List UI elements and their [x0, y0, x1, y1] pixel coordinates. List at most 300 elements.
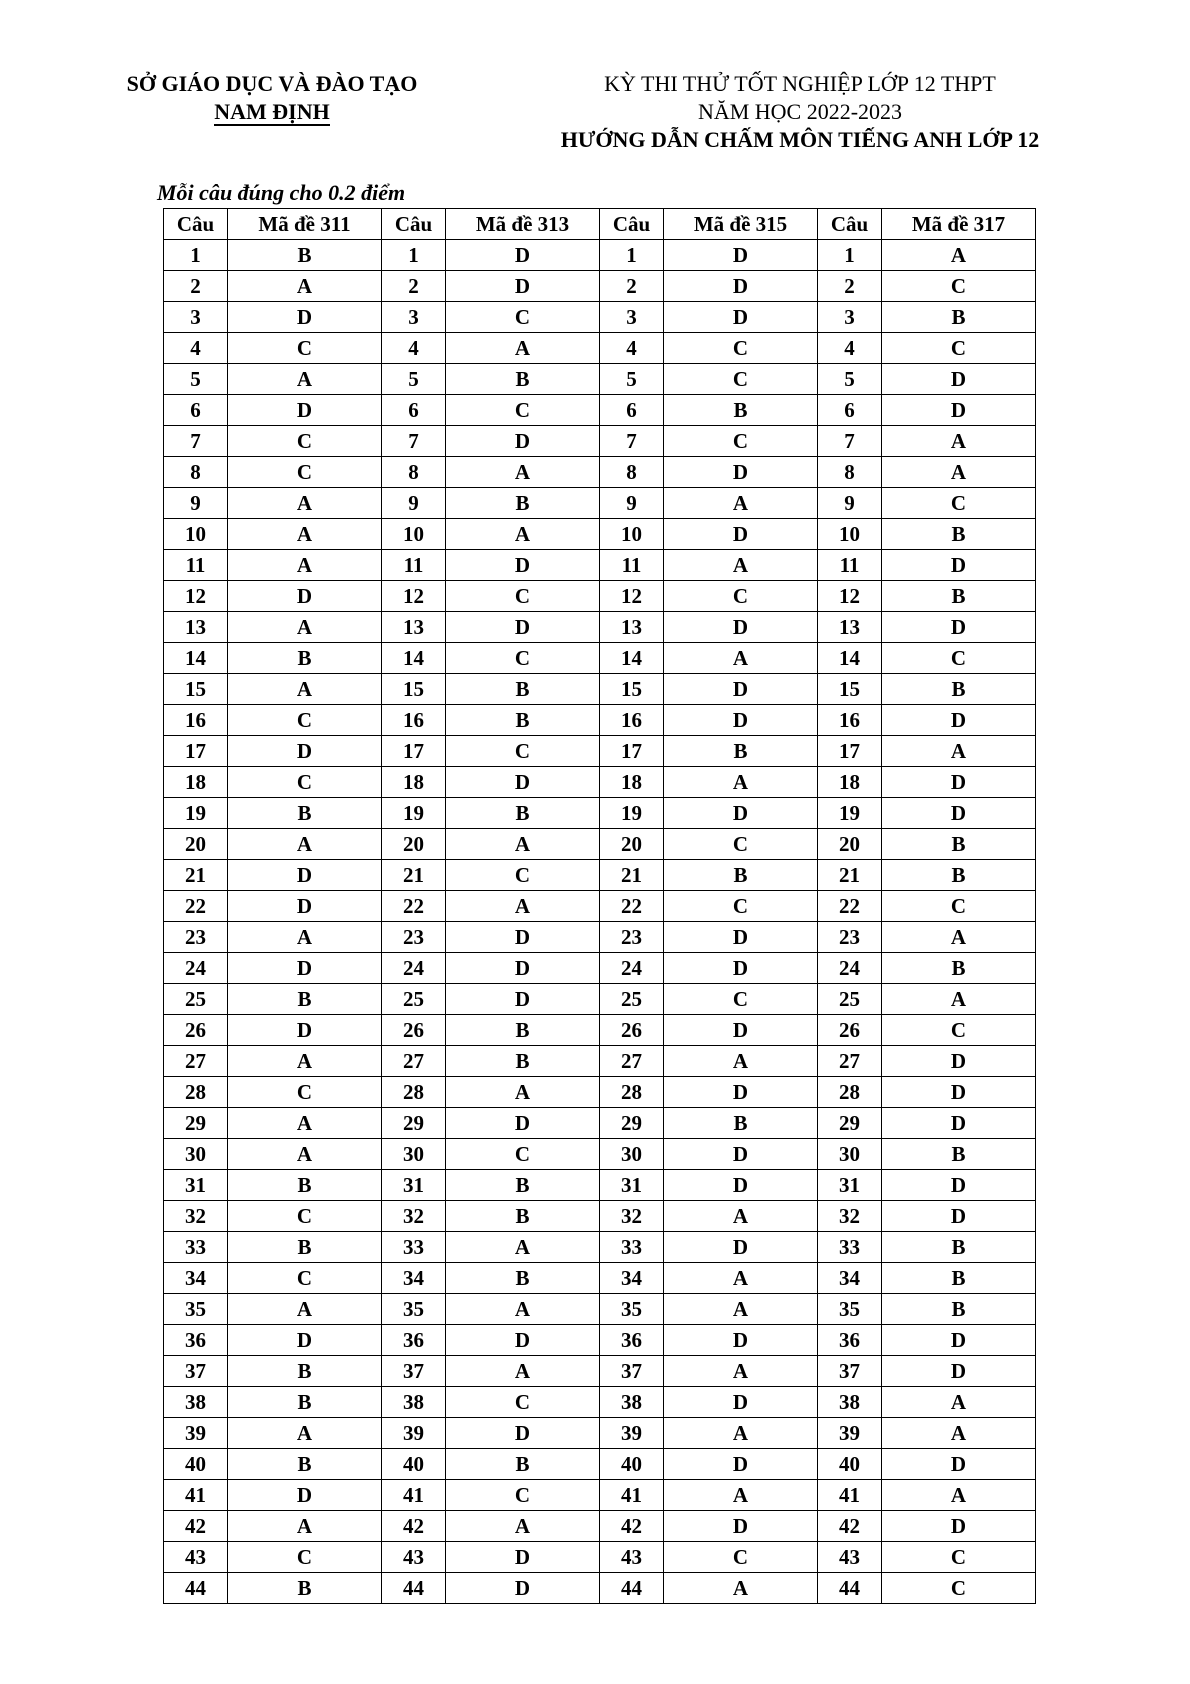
- question-number-cell: 9: [382, 488, 446, 519]
- question-number-cell: 23: [818, 922, 882, 953]
- table-row: [164, 457, 1036, 488]
- answer-cell-311: A: [228, 922, 382, 953]
- table-row: [164, 1232, 1036, 1263]
- question-number-cell: 30: [164, 1139, 228, 1170]
- question-number-cell: 19: [164, 798, 228, 829]
- column-header: Mã đề 315: [664, 209, 818, 240]
- question-number-cell: 13: [818, 612, 882, 643]
- table-row: [164, 1077, 1036, 1108]
- answer-cell-315: D: [664, 612, 818, 643]
- table-row: [164, 674, 1036, 705]
- question-number-cell: 28: [600, 1077, 664, 1108]
- question-number-cell: 26: [600, 1015, 664, 1046]
- answer-cell-315: B: [664, 395, 818, 426]
- table-row: [164, 1108, 1036, 1139]
- answer-cell-315: D: [664, 1077, 818, 1108]
- answer-cell-313: D: [446, 271, 600, 302]
- province-name: NAM ĐỊNH: [214, 99, 330, 124]
- answer-cell-317: D: [882, 550, 1036, 581]
- answer-cell-317: A: [882, 984, 1036, 1015]
- answer-cell-311: B: [228, 643, 382, 674]
- answer-cell-315: D: [664, 1387, 818, 1418]
- question-number-cell: 20: [382, 829, 446, 860]
- question-number-cell: 32: [600, 1201, 664, 1232]
- question-number-cell: 38: [164, 1387, 228, 1418]
- table-row: [164, 1449, 1036, 1480]
- answer-cell-315: D: [664, 1139, 818, 1170]
- answer-cell-311: C: [228, 457, 382, 488]
- question-number-cell: 40: [164, 1449, 228, 1480]
- question-number-cell: 12: [382, 581, 446, 612]
- question-number-cell: 6: [164, 395, 228, 426]
- table-row: [164, 1015, 1036, 1046]
- question-number-cell: 11: [818, 550, 882, 581]
- question-number-cell: 25: [382, 984, 446, 1015]
- answer-cell-311: C: [228, 1201, 382, 1232]
- answer-cell-311: D: [228, 860, 382, 891]
- question-number-cell: 14: [600, 643, 664, 674]
- table-row: [164, 643, 1036, 674]
- question-number-cell: 21: [600, 860, 664, 891]
- question-number-cell: 17: [164, 736, 228, 767]
- answer-cell-317: D: [882, 1077, 1036, 1108]
- table-row: [164, 302, 1036, 333]
- question-number-cell: 36: [382, 1325, 446, 1356]
- question-number-cell: 17: [382, 736, 446, 767]
- question-number-cell: 34: [818, 1263, 882, 1294]
- column-header: Mã đề 311: [228, 209, 382, 240]
- question-number-cell: 30: [818, 1139, 882, 1170]
- answer-cell-311: C: [228, 426, 382, 457]
- table-row: [164, 1511, 1036, 1542]
- answer-cell-315: D: [664, 922, 818, 953]
- column-header: Mã đề 313: [446, 209, 600, 240]
- question-number-cell: 2: [164, 271, 228, 302]
- table-row: [164, 271, 1036, 302]
- question-number-cell: 36: [164, 1325, 228, 1356]
- answer-cell-313: B: [446, 705, 600, 736]
- answer-cell-313: D: [446, 1573, 600, 1604]
- question-number-cell: 35: [818, 1294, 882, 1325]
- answer-cell-313: C: [446, 736, 600, 767]
- answer-cell-317: D: [882, 395, 1036, 426]
- question-number-cell: 39: [600, 1418, 664, 1449]
- question-number-cell: 33: [600, 1232, 664, 1263]
- answer-cell-311: C: [228, 767, 382, 798]
- question-number-cell: 42: [600, 1511, 664, 1542]
- answer-cell-317: B: [882, 1232, 1036, 1263]
- question-number-cell: 4: [164, 333, 228, 364]
- question-number-cell: 16: [600, 705, 664, 736]
- answer-cell-315: C: [664, 891, 818, 922]
- question-number-cell: 3: [600, 302, 664, 333]
- table-row: [164, 1480, 1036, 1511]
- question-number-cell: 8: [164, 457, 228, 488]
- question-number-cell: 14: [382, 643, 446, 674]
- question-number-cell: 7: [382, 426, 446, 457]
- column-header: Câu: [164, 209, 228, 240]
- question-number-cell: 10: [600, 519, 664, 550]
- answer-cell-315: D: [664, 705, 818, 736]
- question-number-cell: 40: [382, 1449, 446, 1480]
- answer-cell-313: D: [446, 240, 600, 271]
- table-row: [164, 550, 1036, 581]
- question-number-cell: 43: [164, 1542, 228, 1573]
- question-number-cell: 14: [164, 643, 228, 674]
- question-number-cell: 32: [164, 1201, 228, 1232]
- question-number-cell: 16: [818, 705, 882, 736]
- answer-cell-313: C: [446, 581, 600, 612]
- table-row: [164, 1418, 1036, 1449]
- question-number-cell: 33: [164, 1232, 228, 1263]
- answer-cell-311: A: [228, 674, 382, 705]
- table-row: [164, 953, 1036, 984]
- question-number-cell: 31: [382, 1170, 446, 1201]
- answer-cell-315: A: [664, 643, 818, 674]
- answer-cell-313: A: [446, 519, 600, 550]
- question-number-cell: 9: [600, 488, 664, 519]
- question-number-cell: 16: [382, 705, 446, 736]
- question-number-cell: 6: [818, 395, 882, 426]
- question-number-cell: 30: [382, 1139, 446, 1170]
- table-row: [164, 426, 1036, 457]
- question-number-cell: 18: [164, 767, 228, 798]
- question-number-cell: 27: [382, 1046, 446, 1077]
- answer-cell-311: D: [228, 1480, 382, 1511]
- question-number-cell: 21: [382, 860, 446, 891]
- question-number-cell: 34: [164, 1263, 228, 1294]
- question-number-cell: 8: [600, 457, 664, 488]
- question-number-cell: 39: [382, 1418, 446, 1449]
- question-number-cell: 41: [818, 1480, 882, 1511]
- question-number-cell: 20: [164, 829, 228, 860]
- table-row: [164, 333, 1036, 364]
- answer-cell-313: D: [446, 1418, 600, 1449]
- answer-cell-315: C: [664, 829, 818, 860]
- question-number-cell: 1: [382, 240, 446, 271]
- question-number-cell: 29: [382, 1108, 446, 1139]
- question-number-cell: 41: [164, 1480, 228, 1511]
- answer-cell-315: D: [664, 1325, 818, 1356]
- question-number-cell: 2: [818, 271, 882, 302]
- answer-cell-317: D: [882, 798, 1036, 829]
- question-number-cell: 39: [818, 1418, 882, 1449]
- answer-cell-313: B: [446, 488, 600, 519]
- question-number-cell: 23: [164, 922, 228, 953]
- question-number-cell: 18: [818, 767, 882, 798]
- answer-cell-317: A: [882, 1480, 1036, 1511]
- answer-cell-317: D: [882, 1511, 1036, 1542]
- answer-cell-317: D: [882, 1356, 1036, 1387]
- column-header: Câu: [382, 209, 446, 240]
- table-row: [164, 1325, 1036, 1356]
- answer-cell-317: D: [882, 1046, 1036, 1077]
- question-number-cell: 35: [164, 1294, 228, 1325]
- question-number-cell: 24: [164, 953, 228, 984]
- answer-cell-315: A: [664, 1573, 818, 1604]
- table-row: [164, 736, 1036, 767]
- answer-cell-317: B: [882, 519, 1036, 550]
- table-row: [164, 519, 1036, 550]
- answer-cell-311: A: [228, 1046, 382, 1077]
- answer-cell-313: A: [446, 1511, 600, 1542]
- question-number-cell: 24: [382, 953, 446, 984]
- answer-cell-313: D: [446, 1108, 600, 1139]
- table-row: [164, 364, 1036, 395]
- answer-cell-311: D: [228, 395, 382, 426]
- question-number-cell: 5: [164, 364, 228, 395]
- question-number-cell: 3: [382, 302, 446, 333]
- table-row: [164, 705, 1036, 736]
- answer-cell-315: D: [664, 953, 818, 984]
- question-number-cell: 4: [818, 333, 882, 364]
- answer-cell-313: A: [446, 1232, 600, 1263]
- answer-cell-311: D: [228, 953, 382, 984]
- question-number-cell: 18: [600, 767, 664, 798]
- question-number-cell: 41: [382, 1480, 446, 1511]
- question-number-cell: 39: [164, 1418, 228, 1449]
- answer-cell-317: C: [882, 1573, 1036, 1604]
- question-number-cell: 2: [600, 271, 664, 302]
- question-number-cell: 17: [818, 736, 882, 767]
- answer-cell-311: B: [228, 1449, 382, 1480]
- answer-key-table: [163, 208, 1036, 1604]
- question-number-cell: 12: [818, 581, 882, 612]
- question-number-cell: 11: [382, 550, 446, 581]
- table-row: [164, 1170, 1036, 1201]
- question-number-cell: 35: [382, 1294, 446, 1325]
- question-number-cell: 27: [164, 1046, 228, 1077]
- question-number-cell: 5: [818, 364, 882, 395]
- answer-cell-311: A: [228, 829, 382, 860]
- question-number-cell: 11: [164, 550, 228, 581]
- answer-cell-313: C: [446, 1139, 600, 1170]
- table-row: [164, 581, 1036, 612]
- answer-cell-313: B: [446, 1201, 600, 1232]
- question-number-cell: 22: [818, 891, 882, 922]
- answer-cell-311: A: [228, 550, 382, 581]
- answer-cell-311: B: [228, 1387, 382, 1418]
- answer-cell-313: C: [446, 395, 600, 426]
- question-number-cell: 10: [818, 519, 882, 550]
- answer-cell-317: C: [882, 488, 1036, 519]
- question-number-cell: 33: [818, 1232, 882, 1263]
- answer-cell-311: C: [228, 333, 382, 364]
- answer-cell-311: D: [228, 302, 382, 333]
- question-number-cell: 33: [382, 1232, 446, 1263]
- question-number-cell: 20: [818, 829, 882, 860]
- answer-cell-315: A: [664, 1294, 818, 1325]
- answer-cell-313: B: [446, 364, 600, 395]
- question-number-cell: 22: [164, 891, 228, 922]
- answer-cell-313: B: [446, 674, 600, 705]
- answer-cell-315: C: [664, 426, 818, 457]
- answer-cell-313: D: [446, 550, 600, 581]
- scoring-note: Mỗi câu đúng cho 0.2 điểm: [157, 180, 406, 205]
- question-number-cell: 28: [382, 1077, 446, 1108]
- answer-cell-315: C: [664, 581, 818, 612]
- answer-cell-313: A: [446, 1077, 600, 1108]
- question-number-cell: 12: [164, 581, 228, 612]
- table-row: [164, 1263, 1036, 1294]
- question-number-cell: 42: [818, 1511, 882, 1542]
- question-number-cell: 26: [382, 1015, 446, 1046]
- question-number-cell: 7: [600, 426, 664, 457]
- answer-cell-313: B: [446, 1170, 600, 1201]
- question-number-cell: 3: [818, 302, 882, 333]
- question-number-cell: 38: [600, 1387, 664, 1418]
- answer-cell-315: A: [664, 488, 818, 519]
- column-header: Câu: [818, 209, 882, 240]
- answer-cell-317: B: [882, 860, 1036, 891]
- table-row: [164, 488, 1036, 519]
- answer-cell-317: D: [882, 1449, 1036, 1480]
- answer-cell-317: B: [882, 674, 1036, 705]
- answer-cell-317: D: [882, 1170, 1036, 1201]
- column-header: Mã đề 317: [882, 209, 1036, 240]
- table-row: [164, 984, 1036, 1015]
- table-row: [164, 860, 1036, 891]
- question-number-cell: 15: [164, 674, 228, 705]
- answer-cell-317: D: [882, 1201, 1036, 1232]
- answer-cell-315: A: [664, 1356, 818, 1387]
- question-number-cell: 31: [164, 1170, 228, 1201]
- question-number-cell: 11: [600, 550, 664, 581]
- department-header: [92, 70, 452, 126]
- answer-cell-317: D: [882, 1325, 1036, 1356]
- answer-cell-311: A: [228, 612, 382, 643]
- answer-cell-317: A: [882, 736, 1036, 767]
- table-header-row: [164, 209, 1036, 240]
- answer-cell-317: A: [882, 1418, 1036, 1449]
- question-number-cell: 5: [382, 364, 446, 395]
- question-number-cell: 27: [600, 1046, 664, 1077]
- question-number-cell: 29: [818, 1108, 882, 1139]
- answer-cell-311: B: [228, 240, 382, 271]
- question-number-cell: 42: [382, 1511, 446, 1542]
- question-number-cell: 22: [600, 891, 664, 922]
- answer-cell-313: D: [446, 612, 600, 643]
- question-number-cell: 41: [600, 1480, 664, 1511]
- question-number-cell: 13: [164, 612, 228, 643]
- answer-cell-315: D: [664, 1511, 818, 1542]
- answer-cell-317: B: [882, 829, 1036, 860]
- question-number-cell: 1: [600, 240, 664, 271]
- question-number-cell: 19: [382, 798, 446, 829]
- question-number-cell: 13: [600, 612, 664, 643]
- question-number-cell: 23: [382, 922, 446, 953]
- question-number-cell: 9: [818, 488, 882, 519]
- answer-cell-311: B: [228, 1573, 382, 1604]
- answer-cell-311: A: [228, 1139, 382, 1170]
- question-number-cell: 4: [600, 333, 664, 364]
- question-number-cell: 38: [382, 1387, 446, 1418]
- answer-cell-317: A: [882, 240, 1036, 271]
- answer-cell-315: D: [664, 674, 818, 705]
- question-number-cell: 24: [600, 953, 664, 984]
- answer-cell-311: B: [228, 1170, 382, 1201]
- answer-cell-315: B: [664, 1108, 818, 1139]
- answer-cell-315: A: [664, 1263, 818, 1294]
- question-number-cell: 20: [600, 829, 664, 860]
- answer-cell-315: A: [664, 1480, 818, 1511]
- answer-cell-313: B: [446, 1449, 600, 1480]
- answer-cell-315: C: [664, 364, 818, 395]
- answer-cell-317: B: [882, 581, 1036, 612]
- answer-cell-311: C: [228, 1077, 382, 1108]
- answer-cell-315: D: [664, 519, 818, 550]
- question-number-cell: 31: [818, 1170, 882, 1201]
- answer-cell-311: C: [228, 1263, 382, 1294]
- question-number-cell: 22: [382, 891, 446, 922]
- answer-cell-315: D: [664, 240, 818, 271]
- answer-cell-317: D: [882, 364, 1036, 395]
- answer-cell-317: A: [882, 1387, 1036, 1418]
- answer-cell-311: B: [228, 1356, 382, 1387]
- question-number-cell: 27: [818, 1046, 882, 1077]
- answer-cell-315: D: [664, 1170, 818, 1201]
- question-number-cell: 7: [818, 426, 882, 457]
- answer-cell-311: A: [228, 488, 382, 519]
- answer-cell-313: B: [446, 1263, 600, 1294]
- question-number-cell: 9: [164, 488, 228, 519]
- question-number-cell: 24: [818, 953, 882, 984]
- answer-cell-315: A: [664, 1418, 818, 1449]
- answer-cell-315: D: [664, 1449, 818, 1480]
- question-number-cell: 15: [382, 674, 446, 705]
- answer-cell-313: D: [446, 767, 600, 798]
- table-row: [164, 1387, 1036, 1418]
- question-number-cell: 26: [164, 1015, 228, 1046]
- question-number-cell: 4: [382, 333, 446, 364]
- table-row: [164, 1046, 1036, 1077]
- question-number-cell: 44: [818, 1573, 882, 1604]
- answer-cell-315: A: [664, 550, 818, 581]
- answer-cell-313: A: [446, 1356, 600, 1387]
- answer-cell-313: D: [446, 953, 600, 984]
- answer-cell-311: C: [228, 705, 382, 736]
- answer-cell-313: A: [446, 891, 600, 922]
- answer-cell-315: D: [664, 798, 818, 829]
- answer-cell-313: C: [446, 302, 600, 333]
- answer-cell-313: D: [446, 1542, 600, 1573]
- answer-cell-313: D: [446, 984, 600, 1015]
- answer-cell-315: B: [664, 860, 818, 891]
- question-number-cell: 26: [818, 1015, 882, 1046]
- question-number-cell: 36: [818, 1325, 882, 1356]
- table-row: [164, 891, 1036, 922]
- question-number-cell: 13: [382, 612, 446, 643]
- school-year: NĂM HỌC 2022-2023: [697, 99, 903, 124]
- answer-cell-311: A: [228, 364, 382, 395]
- answer-cell-315: C: [664, 1542, 818, 1573]
- question-number-cell: 6: [600, 395, 664, 426]
- question-number-cell: 44: [600, 1573, 664, 1604]
- answer-cell-317: D: [882, 1108, 1036, 1139]
- answer-cell-313: C: [446, 1480, 600, 1511]
- question-number-cell: 29: [600, 1108, 664, 1139]
- question-number-cell: 31: [600, 1170, 664, 1201]
- answer-cell-313: C: [446, 643, 600, 674]
- question-number-cell: 17: [600, 736, 664, 767]
- question-number-cell: 30: [600, 1139, 664, 1170]
- answer-cell-315: D: [664, 1015, 818, 1046]
- table-row: [164, 1542, 1036, 1573]
- table-row: [164, 798, 1036, 829]
- answer-cell-313: A: [446, 1294, 600, 1325]
- answer-cell-311: A: [228, 1418, 382, 1449]
- answer-cell-311: D: [228, 891, 382, 922]
